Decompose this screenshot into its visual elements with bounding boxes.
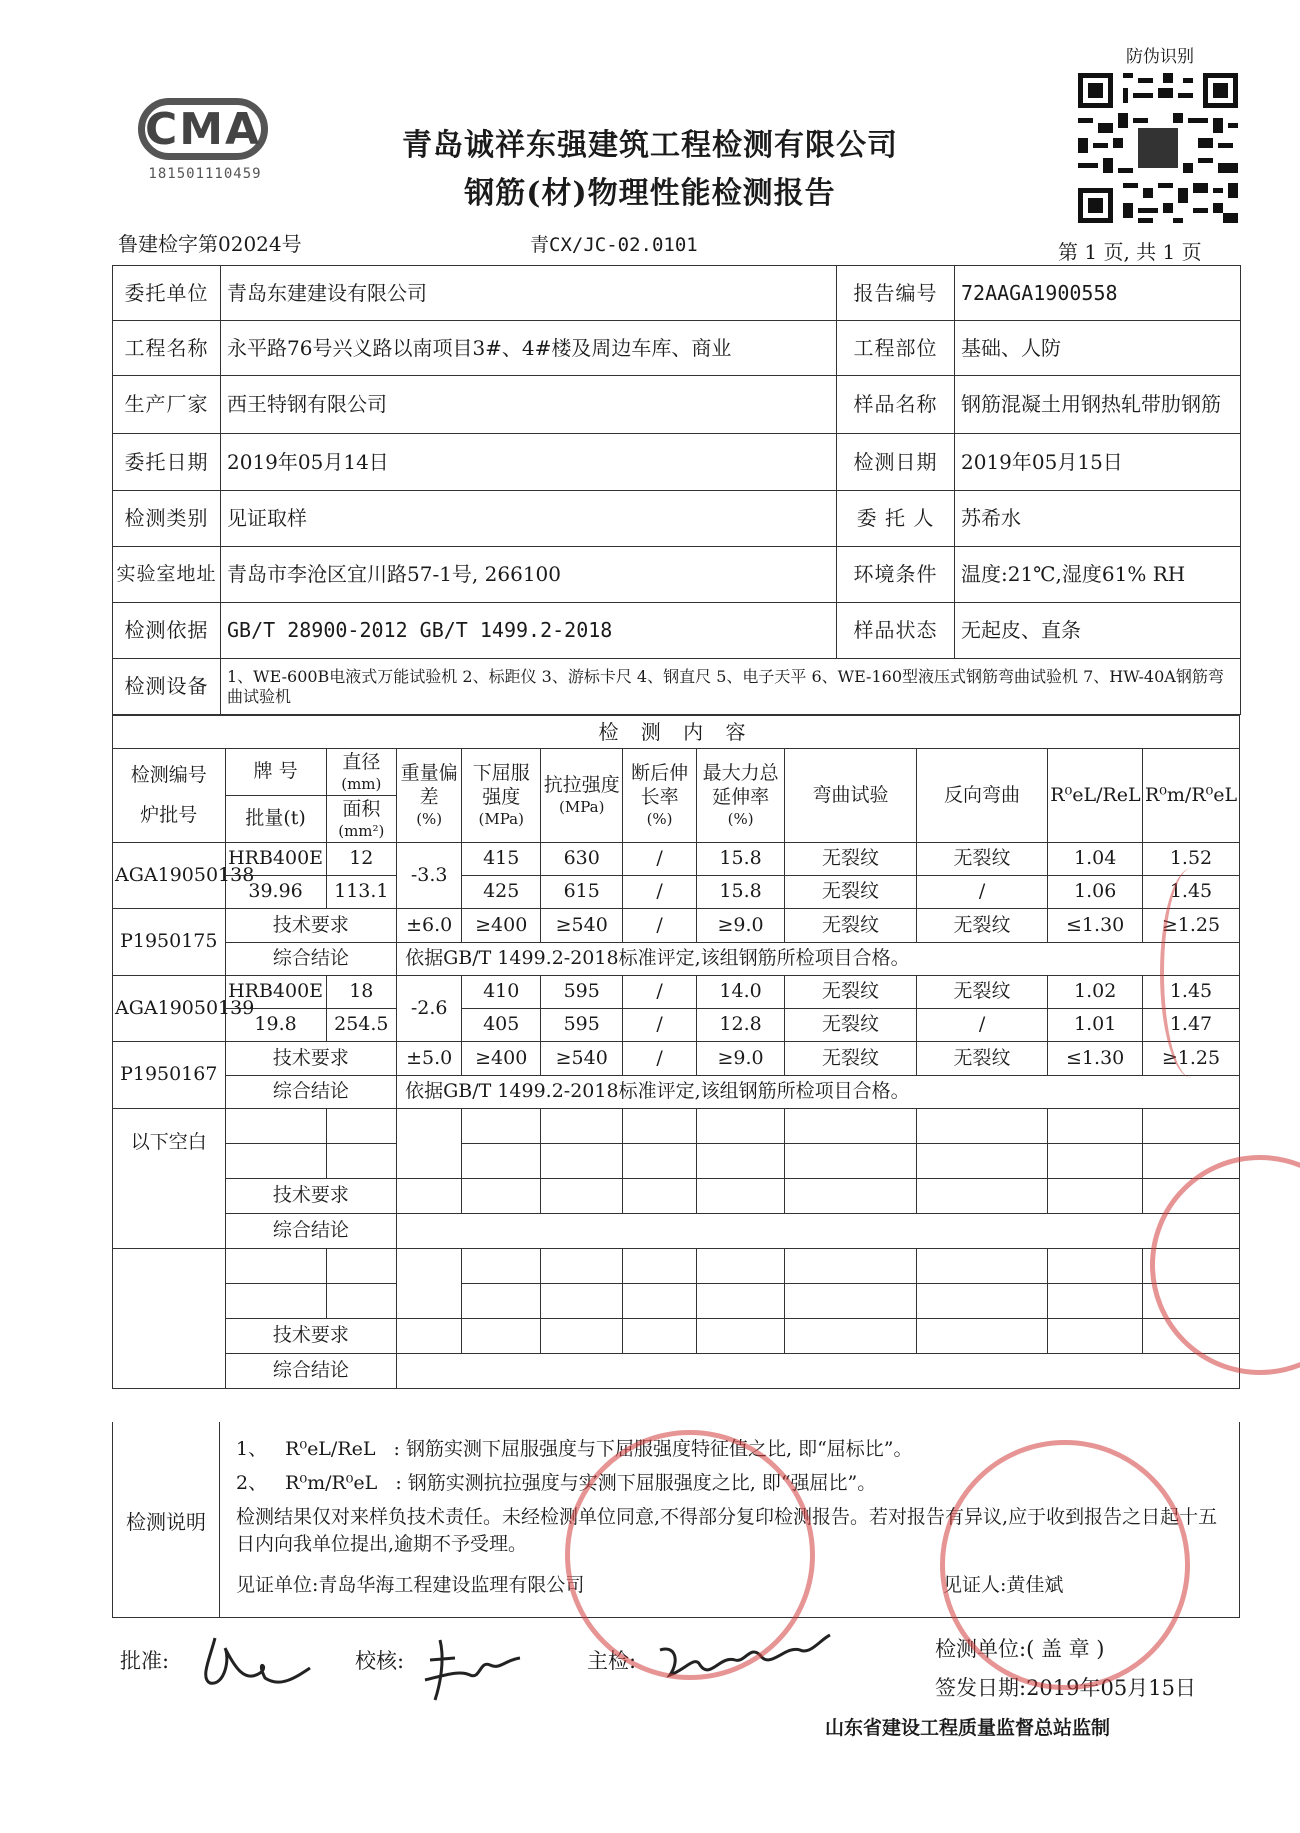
group1-batch: P1950175 [113,909,226,976]
group1-req-elong: / [623,909,697,943]
header-elong-label: 断后伸长率 [631,762,689,809]
group2-row2-yield: 405 [462,1009,541,1042]
header-weight-label: 重量偏差 [400,762,458,809]
note-1 [236,1436,913,1463]
blank-cell [1142,1144,1239,1179]
group2-row2-tensile: 595 [541,1009,623,1042]
header-total-elongation [696,749,784,843]
group1-row2-yield: 425 [462,876,541,909]
group1-req-label: 技术要求 [225,909,396,943]
blank-cell [1142,1284,1239,1319]
report-no-label: 报告编号 [837,266,955,321]
test-date-label: 检测日期 [837,434,955,491]
group1-req-weight: ±6.0 [397,909,462,943]
group1-row1-tensile: 630 [541,843,623,876]
blank2-req-label: 技术要求 [225,1319,396,1354]
blank-cell [785,1249,917,1284]
sample-label: 样品名称 [837,376,955,434]
form-code: 青CX/JC-02.0101 [530,234,698,256]
group2-grade: HRB400E [225,976,326,1009]
blank-cell [541,1284,623,1319]
group1-row1-r1: 1.04 [1048,843,1143,876]
blank1-conc-label: 综合结论 [225,1214,396,1249]
inspect-signature-icon [650,1625,840,1695]
group2-req-label: 技术要求 [225,1042,396,1076]
blank-cell [462,1109,541,1144]
blank-cell [916,1319,1048,1354]
group1-req-yield: ≥400 [462,909,541,943]
note-2-text: : 钢筋实测抗拉强度与实测下屈服强度之比, 即“强屈比”。 [395,1472,877,1494]
blank-cell [397,1249,462,1319]
info-table [112,265,1241,715]
content-title: 检 测 内 容 [113,716,1240,749]
group2-req-elong: / [623,1042,697,1076]
group2-qty: 19.8 [225,1009,326,1042]
header-area-label: 面积 [342,797,381,820]
blank-cell [1048,1109,1143,1144]
state-label: 样品状态 [837,603,955,659]
blank-cell [1048,1319,1143,1354]
group2-req-weight: ±5.0 [397,1042,462,1076]
group2-req-bend: 无裂纹 [785,1042,917,1076]
group2-conclusion: 依据GB/T 1499.2-2018标准评定,该组钢筋所检项目合格。 [397,1076,1240,1109]
group1-row2-rebend: / [916,876,1048,909]
blank-cell [397,1179,462,1214]
blank-cell [623,1109,697,1144]
witness-unit: 见证单位:青岛华海工程建设监理有限公司 [236,1574,585,1596]
testing-unit: 检测单位:( 盖 章 ) [935,1637,1105,1661]
group2-row2-bend: 无裂纹 [785,1009,917,1042]
blank-cell [916,1179,1048,1214]
header-weight [397,749,462,843]
note-2-prefix: 2、 [236,1472,268,1494]
header-dia-unit: (mm) [341,774,382,793]
note-1-text: : 钢筋实测下屈服强度与下屈服强度特征值之比, 即“屈标比”。 [393,1438,913,1460]
group2-req-tensile: ≥540 [541,1042,623,1076]
group2-row1-r1: 1.02 [1048,976,1143,1009]
blank-cell [785,1319,917,1354]
entruster-label: 委 托 人 [837,491,955,547]
lab-address-label: 实验室地址 [113,547,221,603]
blank-cell [541,1249,623,1284]
blank-cell [326,1109,396,1144]
entrust-date-label: 委托日期 [113,434,221,491]
blank-cell [1048,1179,1143,1214]
group2-dia: 18 [326,976,396,1009]
project-label: 工程名称 [113,321,221,376]
blank-cell [623,1144,697,1179]
qualification-number: 鲁建检字第02024号 [118,232,302,256]
company-title: 青岛诚祥东强建筑工程检测有限公司 [402,128,898,163]
header-id: 检测编号 [130,763,207,786]
report-no-value: 72AAGA1900558 [955,266,1241,321]
blank-cell [696,1144,784,1179]
blank-cell [541,1109,623,1144]
header-dia-label: 直径 [342,750,381,773]
issue-date: 签发日期:2019年05月15日 [935,1676,1196,1700]
blank1-req-label: 技术要求 [225,1179,396,1214]
review-label: 校核: [355,1649,405,1673]
blank-cell [462,1144,541,1179]
blank-cell [326,1144,396,1179]
blank-cell [326,1249,396,1284]
blank-cell [462,1284,541,1319]
env-label: 环境条件 [837,547,955,603]
header-yield-label: 下屈服强度 [472,762,530,809]
group2-batch: P1950167 [113,1042,226,1109]
blank-cell [785,1144,917,1179]
header-ratio1: R⁰eL/ReL [1048,749,1143,843]
blank-cell [696,1249,784,1284]
group1-conclusion: 依据GB/T 1499.2-2018标准评定,该组钢筋所检项目合格。 [397,943,1240,976]
blank-cell [785,1179,917,1214]
group2-req-yield: ≥400 [462,1042,541,1076]
cma-logo: CMA [138,98,268,160]
approve-label: 批准: [120,1649,170,1673]
client-label: 委托单位 [113,266,221,321]
group1-req-total: ≥9.0 [696,909,784,943]
group1-row2-elong: / [623,876,697,909]
blank-cell [326,1284,396,1319]
blank-cell [1142,1109,1239,1144]
group2-row1-rebend: 无裂纹 [916,976,1048,1009]
group2-row2-elong: / [623,1009,697,1042]
group1-req-rebend: 无裂纹 [916,909,1048,943]
group2-row2-total: 12.8 [696,1009,784,1042]
header-elongation [623,749,697,843]
header-yield [462,749,541,843]
review-signature-icon [410,1630,530,1710]
blank-cell [225,1144,326,1179]
header-tensile-unit: (MPa) [559,798,605,816]
blank-cell [623,1249,697,1284]
blank-cell [916,1284,1048,1319]
header-grade: 牌 号 [225,749,326,796]
group1-row1-bend: 无裂纹 [785,843,917,876]
category-value: 见证取样 [221,491,837,547]
note-1-ratio: R⁰eL/ReL [285,1438,376,1460]
blank-cell [397,1109,462,1179]
group1-id: AGA19050138 [113,843,226,909]
header-elong-unit: (%) [646,809,673,828]
approve-signature-icon [185,1628,325,1698]
group1-dia: 12 [326,843,396,876]
test-data-table [112,715,1240,1389]
blank-cell [541,1179,623,1214]
header-rebend: 反向弯曲 [916,749,1048,843]
header-dia [326,749,396,796]
blank-cell [397,1319,462,1354]
group1-row1-total: 15.8 [696,843,784,876]
maker-label: 生产厂家 [113,376,221,434]
notes-section [112,1422,1240,1618]
group2-req-r2: ≥1.25 [1142,1042,1239,1076]
env-value: 温度:21℃,湿度61% RH [955,547,1241,603]
basis-value: GB/T 28900-2012 GB/T 1499.2-2018 [221,603,837,659]
group1-weight: -3.3 [397,843,462,909]
blank-cell [225,1284,326,1319]
blank-cell [1142,1179,1239,1214]
group1-req-tensile: ≥540 [541,909,623,943]
group1-qty: 39.96 [225,876,326,909]
note-3: 检测结果仅对来样负技术责任。未经检测单位同意,不得部分复印检测报告。若对报告有异议,应于收到报告之日起十五日内向我单位提出,逾期不予受理。 [236,1506,1218,1555]
anti-fake-label: 防伪识别 [1126,47,1194,67]
blank-cell [397,1214,1240,1249]
blank-cell [541,1144,623,1179]
blank-cell [696,1179,784,1214]
equipment-label: 检测设备 [113,659,221,715]
test-date-value: 2019年05月15日 [955,434,1241,491]
page-indicator: 第 1 页, 共 1 页 [1058,240,1202,264]
blank-cell [916,1249,1048,1284]
group1-row2-tensile: 615 [541,876,623,909]
group2-row1-bend: 无裂纹 [785,976,917,1009]
group1-grade: HRB400E [225,843,326,876]
group2-row2-r1: 1.01 [1048,1009,1143,1042]
blank-label: 以下空白 [113,1109,226,1249]
state-value: 无起皮、直条 [955,603,1241,659]
header-id-batch [113,749,226,843]
header-ratio2: R⁰m/R⁰eL [1142,749,1239,843]
project-value: 永平路76号兴义路以南项目3#、4#楼及周边车库、商业 [221,321,837,376]
blank-cell [623,1179,697,1214]
blank-cell [696,1109,784,1144]
blank-cell [462,1179,541,1214]
seal-stamp-icon [1160,868,1224,1078]
group1-req-r2: ≥1.25 [1142,909,1239,943]
part-value: 基础、人防 [955,321,1241,376]
group1-row2-r2: 1.45 [1142,876,1239,909]
header-qty: 批量(t) [225,796,326,843]
header-area [326,796,396,843]
group2-weight: -2.6 [397,976,462,1042]
witness-person: 见证人:黄佳斌 [943,1574,1064,1596]
header-total-label: 最大力总延伸率 [702,762,779,809]
client-value: 青岛东建建设有限公司 [221,266,837,321]
blank-cell [696,1284,784,1319]
group2-id: AGA19050139 [113,976,226,1042]
blank-cell [1142,1319,1239,1354]
blank-cell [623,1319,697,1354]
group1-conclusion-label: 综合结论 [225,943,396,976]
blank-cell [696,1319,784,1354]
blank-cell [541,1319,623,1354]
group2-conclusion-label: 综合结论 [225,1076,396,1109]
blank-cell [623,1284,697,1319]
blank-cell [916,1109,1048,1144]
group1-row1-yield: 415 [462,843,541,876]
group2-row2-r2: 1.47 [1142,1009,1239,1042]
maker-value: 西王特钢有限公司 [221,376,837,434]
group2-req-r1: ≤1.30 [1048,1042,1143,1076]
blank-cell [397,1354,1240,1389]
supervise-note: 山东省建设工程质量监督总站监制 [825,1717,1111,1739]
blank-cell [785,1109,917,1144]
group2-row1-elong: / [623,976,697,1009]
group1-row1-rebend: 无裂纹 [916,843,1048,876]
group1-req-r1: ≤1.30 [1048,909,1143,943]
group1-row2-total: 15.8 [696,876,784,909]
lab-address-value: 青岛市李沧区宜川路57-1号, 266100 [221,547,837,603]
basis-label: 检测依据 [113,603,221,659]
part-label: 工程部位 [837,321,955,376]
note-2 [236,1470,876,1497]
header-area-unit: (mm²) [338,821,385,840]
cma-number: 181501110459 [148,166,262,182]
group2-row1-yield: 410 [462,976,541,1009]
header-weight-unit: (%) [416,809,443,828]
entrust-date-value: 2019年05月14日 [221,434,837,491]
group2-area: 254.5 [326,1009,396,1042]
group1-req-bend: 无裂纹 [785,909,917,943]
blank-cell [462,1249,541,1284]
sample-value: 钢筋混凝土用钢热轧带肋钢筋 [955,376,1241,434]
blank-cell [225,1249,326,1284]
entruster-value: 苏希水 [955,491,1241,547]
header-batch: 炉批号 [140,803,198,826]
notes-label: 检测说明 [113,1422,220,1618]
group2-row1-r2: 1.45 [1142,976,1239,1009]
blank-cell [113,1249,226,1389]
group2-row2-rebend: / [916,1009,1048,1042]
blank-cell [225,1109,326,1144]
group1-row2-bend: 无裂纹 [785,876,917,909]
group1-row1-r2: 1.52 [1142,843,1239,876]
group1-row2-r1: 1.06 [1048,876,1143,909]
blank-cell [462,1319,541,1354]
blank-cell [1048,1144,1143,1179]
blank-cell [1048,1249,1143,1284]
blank-cell [1048,1284,1143,1319]
group2-row1-total: 14.0 [696,976,784,1009]
group1-row1-elong: / [623,843,697,876]
blank2-conc-label: 综合结论 [225,1354,396,1389]
blank-cell [1142,1249,1239,1284]
header-tensile [541,749,623,843]
qr-code-icon[interactable] [1073,68,1243,228]
header-yield-unit: (MPa) [478,809,524,828]
group2-req-rebend: 无裂纹 [916,1042,1048,1076]
header-bend: 弯曲试验 [785,749,917,843]
group1-area: 113.1 [326,876,396,909]
group2-row1-tensile: 595 [541,976,623,1009]
category-label: 检测类别 [113,491,221,547]
equipment-value: 1、WE-600B电液式万能试验机 2、标距仪 3、游标卡尺 4、钢直尺 5、电子天平 6、WE-160型液压式钢筋弯曲试验机 7、HW-40A钢筋弯曲试验机 [221,659,1241,715]
note-2-ratio: R⁰m/R⁰eL [285,1472,378,1494]
group2-req-total: ≥9.0 [696,1042,784,1076]
blank-cell [785,1284,917,1319]
report-title: 钢筋(材)物理性能检测报告 [464,176,836,211]
header-tensile-label: 抗拉强度 [543,774,620,797]
blank-cell [916,1144,1048,1179]
inspect-label: 主检: [587,1649,637,1673]
note-1-prefix: 1、 [236,1438,268,1460]
header-total-unit: (%) [727,809,754,828]
